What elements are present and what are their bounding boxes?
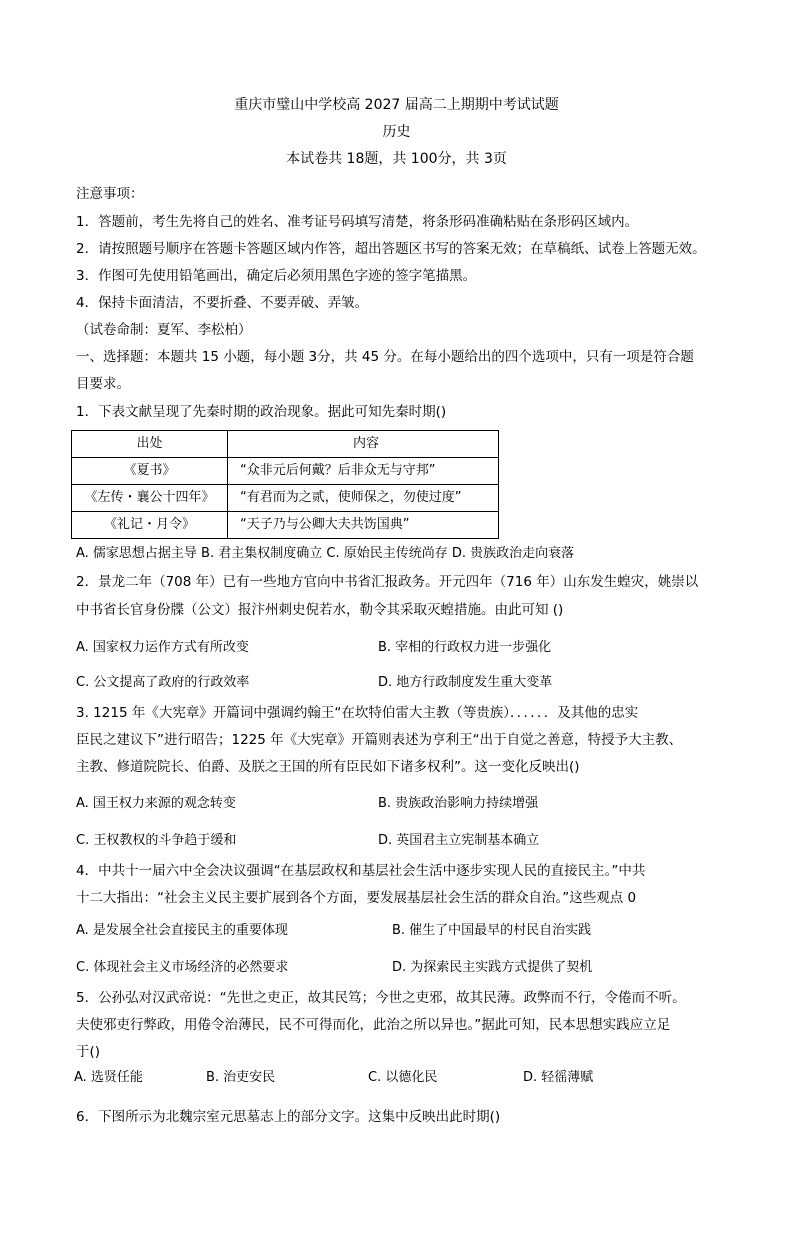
question-3-option-a: A. 国王权力来源的观念转变 bbox=[76, 796, 236, 811]
question-4-option-d: D. 为探索民主实践方式提供了契机 bbox=[392, 960, 593, 975]
table-cell: 《夏书》 bbox=[72, 458, 228, 485]
question-1-options: A. 儒家思想占据主导 B. 君主集权制度确立 C. 原始民主传统尚存 D. 贵族政治走向衰落 bbox=[76, 546, 575, 561]
note-item: 4．保持卡面清洁，不要折叠、不要弄破、弄皱。 bbox=[76, 295, 369, 311]
table-row bbox=[72, 485, 499, 512]
question-2-option-a: A. 国家权力运作方式有所改变 bbox=[76, 640, 249, 655]
question-2-option-c: C. 公文提高了政府的行政效率 bbox=[76, 675, 250, 690]
table-cell: “有君而为之贰，使师保之，勿使过度” bbox=[228, 485, 499, 512]
question-3-stem: 臣民之建议下”进行昭告；1225 年《大宪章》开篇则表述为亨利王“出于自觉之善意，特授予大主教、 bbox=[76, 732, 683, 748]
note-item: 2．请按照题号顺序在答题卡答题区域内作答，超出答题区书写的答案无效；在草稿纸、试卷上答题无效。 bbox=[76, 241, 706, 257]
question-3-stem: 主教、修道院院长、伯爵、及朕之王国的所有臣民如下诸多权利”。这一变化反映出() bbox=[76, 759, 580, 775]
note-item: 1．答题前，考生先将自己的姓名、准考证号码填写清楚，将条形码准确粘贴在条形码区域内。 bbox=[76, 214, 639, 230]
table-cell: “众非元后何戴？后非众无与守邦” bbox=[228, 458, 499, 485]
table-row bbox=[72, 458, 499, 485]
question-4-option-a: A. 是发展全社会直接民主的重要体现 bbox=[76, 923, 288, 938]
question-3-option-d: D. 英国君主立宪制基本确立 bbox=[378, 833, 540, 848]
question-5-stem: 于() bbox=[76, 1044, 101, 1060]
table-cell: 《左传・襄公十四年》 bbox=[72, 485, 228, 512]
question-5-option-a: A. 选贤任能 bbox=[74, 1070, 143, 1085]
question-3-option-b: B. 贵族政治影响力持续增强 bbox=[378, 796, 539, 811]
exam-subject: 历史 bbox=[382, 124, 411, 140]
question-4-stem: 4．中共十一届六中全会决议强调“在基层政权和基层社会生活中逐步实现人民的直接民主。”中共 bbox=[76, 863, 646, 879]
table-cell: “天子乃与公卿大夫共饬国典” bbox=[228, 512, 499, 539]
table-row bbox=[72, 512, 499, 539]
question-5-option-c: C. 以德化民 bbox=[368, 1070, 438, 1085]
question-2-option-b: B. 宰相的行政权力进一步强化 bbox=[378, 640, 552, 655]
question-5-stem: 5．公孙弘对汉武帝说：“先世之吏正，故其民笃；今世之吏邪，故其民薄。政弊而不行，令倦而不听。 bbox=[76, 990, 686, 1006]
exam-info: 本试卷共 18题，共 100分，共 3页 bbox=[286, 151, 507, 167]
section-heading: 一、选择题：本题共 15 小题，每小题 3分，共 45 分。在每小题给出的四个选项中，只有一项是符合题 bbox=[76, 349, 694, 365]
table-header-cell: 内容 bbox=[228, 431, 499, 458]
exam-title: 重庆市璧山中学校高 2027 届高二上期期中考试试题 bbox=[234, 97, 559, 113]
table-header-cell: 出处 bbox=[72, 431, 228, 458]
question-4-stem: 十二大指出：“社会主义民主要扩展到各个方面，要发展基层社会生活的群众自治。”这些观点 0 bbox=[76, 890, 637, 906]
table-cell: 《礼记・月令》 bbox=[72, 512, 228, 539]
section-heading-cont: 目要求。 bbox=[76, 376, 130, 392]
question-5-option-b: B. 治吏安民 bbox=[206, 1070, 276, 1085]
question-1-table bbox=[71, 430, 499, 539]
table-header-row bbox=[72, 431, 499, 458]
question-2-stem: 2．景龙二年（708 年）已有一些地方官向中书省汇报政务。开元四年（716 年）山东发生蝗灾，姚崇以 bbox=[76, 574, 699, 590]
question-5-option-d: D. 轻徭薄赋 bbox=[523, 1070, 594, 1085]
note-item: 3．作图可先使用铅笔画出，确定后必须用黑色字迹的签字笔描黑。 bbox=[76, 268, 477, 284]
question-2-option-d: D. 地方行政制度发生重大变革 bbox=[378, 675, 553, 690]
question-6-stem: 6．下图所示为北魏宗室元思墓志上的部分文字。这集中反映出此时期() bbox=[76, 1109, 501, 1125]
question-4-option-c: C. 体现社会主义市场经济的必然要求 bbox=[76, 960, 289, 975]
question-2-stem: 中书省长官身份牒（公文）报汴州刺史倪若水，勒令其采取灭蝗措施。由此可知 () bbox=[76, 602, 564, 618]
notes-heading: 注意事项： bbox=[76, 186, 144, 202]
question-3-option-c: C. 王权教权的斗争趋于缓和 bbox=[76, 833, 237, 848]
exam-authors: （试卷命制：夏军、李松柏） bbox=[76, 322, 252, 338]
question-3-stem: 3. 1215 年《大宪章》开篇词中强调约翰王“在坎特伯雷大主教（等贵族）．．．．．．及其他的忠实 bbox=[76, 705, 639, 721]
question-5-stem: 夫使邪吏行弊政，用倦令治薄民，民不可得而化，此治之所以异也。”据此可知，民本思想实践应立足 bbox=[76, 1017, 671, 1033]
question-4-option-b: B. 催生了中国最早的村民自治实践 bbox=[392, 923, 592, 938]
question-1-stem: 1．下表文献呈现了先秦时期的政治现象。据此可知先秦时期() bbox=[76, 404, 447, 420]
